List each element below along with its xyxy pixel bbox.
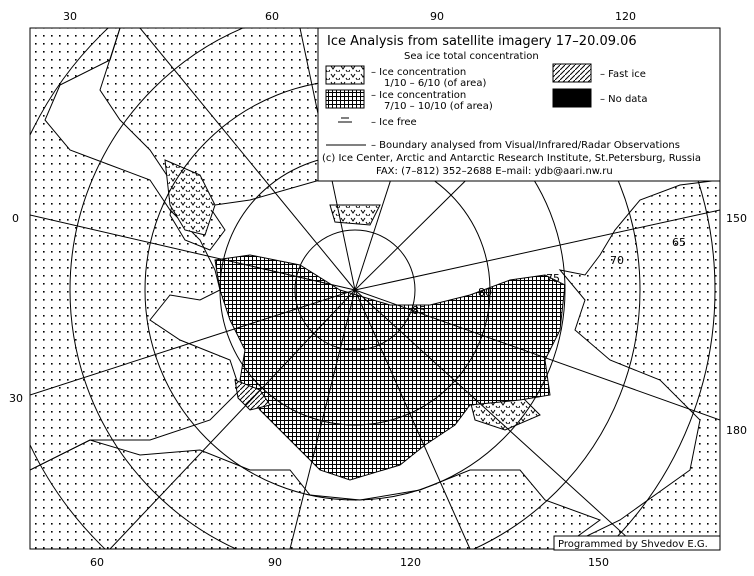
lat-label: 65 bbox=[672, 236, 686, 249]
legend-swatch-close-ice bbox=[326, 90, 364, 108]
legend-ice-free: – Ice free bbox=[371, 117, 417, 128]
legend-close-ice-line2: 7/10 – 10/10 (of area) bbox=[384, 101, 493, 112]
lon-label-left: 0 bbox=[12, 212, 19, 225]
legend-open-ice-line2: 1/10 – 6/10 (of area) bbox=[384, 78, 487, 89]
lon-label-left: 30 bbox=[9, 392, 23, 405]
lon-label-bottom: 60 bbox=[90, 556, 104, 569]
legend-swatch-fast-ice bbox=[553, 64, 591, 82]
lon-label-bottom: 150 bbox=[588, 556, 609, 569]
lon-label-top: 90 bbox=[430, 10, 444, 23]
lat-label: 70 bbox=[610, 254, 624, 267]
legend-no-data: – No data bbox=[600, 94, 648, 105]
lon-label-bottom: 90 bbox=[268, 556, 282, 569]
lat-label: 80 bbox=[478, 286, 492, 299]
legend-credit-line2: FAX: (7–812) 352–2688 E–mail: ydb@aari.nw.ru bbox=[376, 166, 613, 177]
lat-label: 85 bbox=[412, 304, 426, 317]
lon-label-top: 60 bbox=[265, 10, 279, 23]
legend-boundary: – Boundary analysed from Visual/Infrared/Radar Observations bbox=[371, 140, 680, 151]
lon-label-top: 30 bbox=[63, 10, 77, 23]
legend-open-ice-line1: – Ice concentration bbox=[371, 67, 467, 78]
legend-fast-ice: – Fast ice bbox=[600, 69, 646, 80]
lat-label: 75 bbox=[546, 272, 560, 285]
programmed-by-text: Programmed by Shvedov E.G. bbox=[558, 539, 708, 550]
lon-label-right: 180 bbox=[726, 424, 747, 437]
lon-label-right: 150 bbox=[726, 212, 747, 225]
legend-credit-line1: (c) Ice Center, Arctic and Antarctic Research Institute, St.Petersburg, Russia bbox=[322, 153, 701, 164]
legend-swatch-no-data bbox=[553, 89, 591, 107]
legend-close-ice-line1: – Ice concentration bbox=[371, 90, 467, 101]
lon-label-top: 120 bbox=[615, 10, 636, 23]
legend-box bbox=[318, 28, 720, 181]
lon-label-bottom: 120 bbox=[400, 556, 421, 569]
legend-subtitle: Sea ice total concentration bbox=[404, 51, 539, 62]
legend-swatch-open-ice bbox=[326, 66, 364, 84]
legend-title: Ice Analysis from satellite imagery 17–20.09.06 bbox=[327, 34, 637, 49]
programmed-by-box bbox=[554, 536, 720, 550]
